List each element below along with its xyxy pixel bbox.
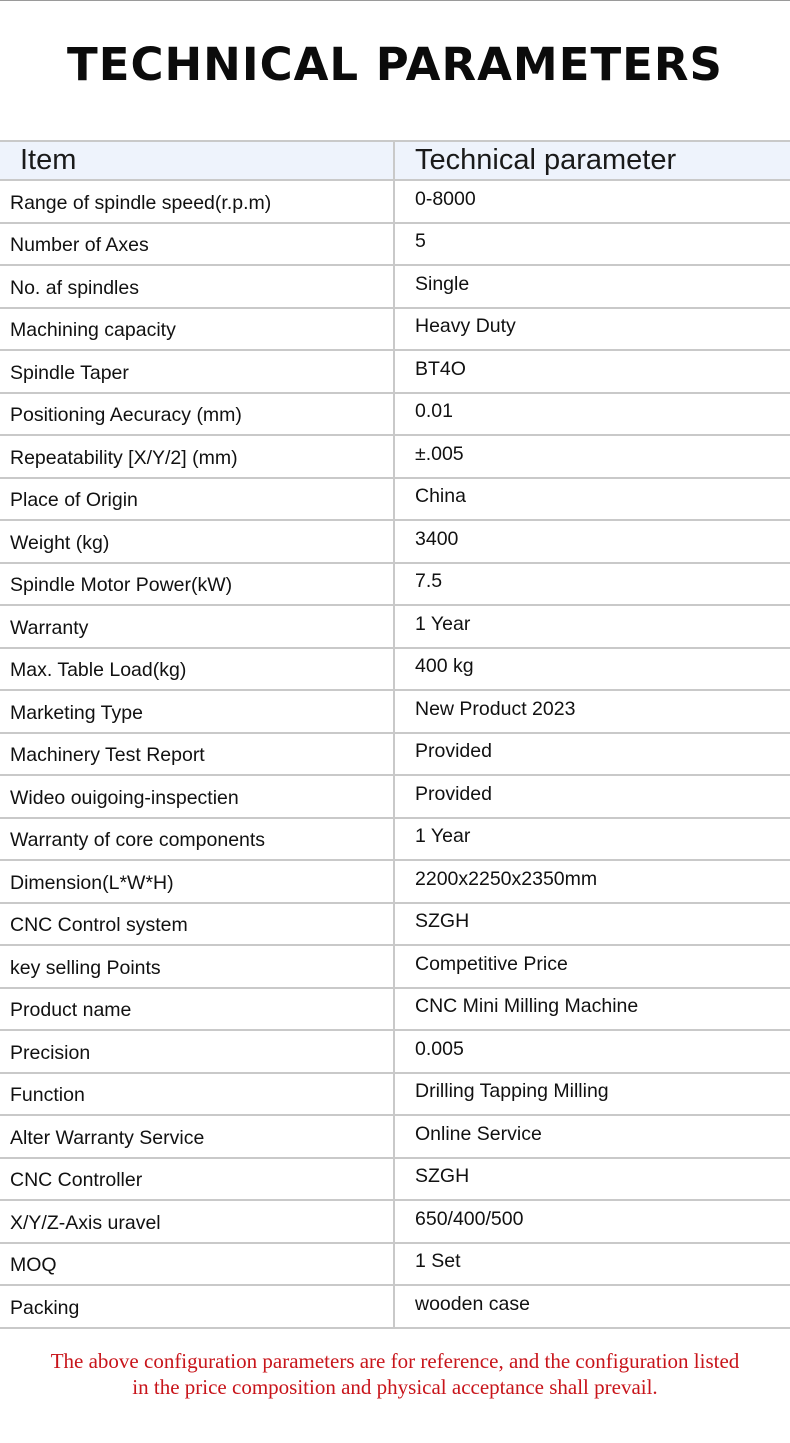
parameter-name: Machinery Test Report bbox=[0, 733, 394, 776]
table-row bbox=[0, 520, 790, 563]
parameter-name: Product name bbox=[0, 988, 394, 1031]
parameter-name: Weight (kg) bbox=[0, 520, 394, 563]
parameter-value: 0-8000 bbox=[394, 180, 790, 223]
parameter-value: BT4O bbox=[394, 350, 790, 393]
parameter-name: Dimension(L*W*H) bbox=[0, 860, 394, 903]
parameter-value: 7.5 bbox=[394, 563, 790, 606]
table-row bbox=[0, 1200, 790, 1243]
parameter-value: Provided bbox=[394, 775, 790, 818]
parameter-value: 0.01 bbox=[394, 393, 790, 436]
parameter-value: 1 Set bbox=[394, 1243, 790, 1286]
column-header-item: Item bbox=[0, 141, 394, 180]
parameter-name: Packing bbox=[0, 1285, 394, 1328]
table-row bbox=[0, 648, 790, 691]
parameter-value: Online Service bbox=[394, 1115, 790, 1158]
parameter-value: Heavy Duty bbox=[394, 308, 790, 351]
table-row bbox=[0, 478, 790, 521]
parameter-name: No. af spindles bbox=[0, 265, 394, 308]
parameter-name: Function bbox=[0, 1073, 394, 1116]
parameter-name: key selling Points bbox=[0, 945, 394, 988]
parameter-value: 1 Year bbox=[394, 818, 790, 861]
parameter-value: 650/400/500 bbox=[394, 1200, 790, 1243]
table-row bbox=[0, 223, 790, 266]
column-header-parameter: Technical parameter bbox=[394, 141, 790, 180]
parameter-name: Place of Origin bbox=[0, 478, 394, 521]
parameter-name: Machining capacity bbox=[0, 308, 394, 351]
table-row bbox=[0, 775, 790, 818]
parameter-value: 5 bbox=[394, 223, 790, 266]
parameter-value: 2200x2250x2350mm bbox=[394, 860, 790, 903]
disclaimer-note bbox=[0, 1348, 790, 1400]
parameter-value: 3400 bbox=[394, 520, 790, 563]
parameter-name: Wideo ouigoing-inspectien bbox=[0, 775, 394, 818]
table-row bbox=[0, 818, 790, 861]
table-row bbox=[0, 350, 790, 393]
parameter-value: Single bbox=[394, 265, 790, 308]
table-row bbox=[0, 393, 790, 436]
table-row bbox=[0, 180, 790, 223]
parameter-name: Repeatability [X/Y/2] (mm) bbox=[0, 435, 394, 478]
parameter-name: Number of Axes bbox=[0, 223, 394, 266]
table-row bbox=[0, 605, 790, 648]
parameter-name: Spindle Motor Power(kW) bbox=[0, 563, 394, 606]
parameter-name: X/Y/Z-Axis uravel bbox=[0, 1200, 394, 1243]
parameter-name: CNC Control system bbox=[0, 903, 394, 946]
disclaimer-line: The above configuration parameters are for reference, and the configuration listed bbox=[50, 1349, 740, 1373]
parameter-name: Positioning Aecuracy (mm) bbox=[0, 393, 394, 436]
parameter-value: Provided bbox=[394, 733, 790, 776]
parameter-value: 400 kg bbox=[394, 648, 790, 691]
parameter-name: MOQ bbox=[0, 1243, 394, 1286]
table-row bbox=[0, 1243, 790, 1286]
parameter-name: Spindle Taper bbox=[0, 350, 394, 393]
table-row bbox=[0, 1030, 790, 1073]
table-row bbox=[0, 903, 790, 946]
parameter-name: Range of spindle speed(r.p.m) bbox=[0, 180, 394, 223]
disclaimer-line: in the price composition and physical acceptance shall prevail. bbox=[132, 1375, 658, 1399]
parameter-value: SZGH bbox=[394, 1158, 790, 1201]
parameter-name: Warranty of core components bbox=[0, 818, 394, 861]
parameter-value: CNC Mini Milling Machine bbox=[394, 988, 790, 1031]
parameter-value: Competitive Price bbox=[394, 945, 790, 988]
parameter-name: Max. Table Load(kg) bbox=[0, 648, 394, 691]
parameter-value: Drilling Tapping Milling bbox=[394, 1073, 790, 1116]
table-row bbox=[0, 988, 790, 1031]
table-header-row bbox=[0, 141, 790, 180]
table-row bbox=[0, 733, 790, 776]
parameter-value: 0.005 bbox=[394, 1030, 790, 1073]
spec-table bbox=[0, 140, 790, 1329]
spec-table-body bbox=[0, 180, 790, 1328]
parameter-value: China bbox=[394, 478, 790, 521]
parameter-value: ±.005 bbox=[394, 435, 790, 478]
parameter-name: Marketing Type bbox=[0, 690, 394, 733]
table-row bbox=[0, 265, 790, 308]
table-row bbox=[0, 860, 790, 903]
parameter-name: CNC Controller bbox=[0, 1158, 394, 1201]
parameter-name: Precision bbox=[0, 1030, 394, 1073]
parameter-value: SZGH bbox=[394, 903, 790, 946]
table-row bbox=[0, 945, 790, 988]
table-row bbox=[0, 1073, 790, 1116]
parameter-value: New Product 2023 bbox=[394, 690, 790, 733]
table-row bbox=[0, 563, 790, 606]
parameter-name: Warranty bbox=[0, 605, 394, 648]
table-row bbox=[0, 1285, 790, 1328]
parameter-name: Alter Warranty Service bbox=[0, 1115, 394, 1158]
top-divider bbox=[0, 0, 790, 1]
parameter-value: 1 Year bbox=[394, 605, 790, 648]
table-row bbox=[0, 308, 790, 351]
table-row bbox=[0, 1115, 790, 1158]
page-title: TECHNICAL PARAMETERS bbox=[67, 38, 723, 91]
table-row bbox=[0, 690, 790, 733]
table-row bbox=[0, 1158, 790, 1201]
parameter-value: wooden case bbox=[394, 1285, 790, 1328]
table-row bbox=[0, 435, 790, 478]
